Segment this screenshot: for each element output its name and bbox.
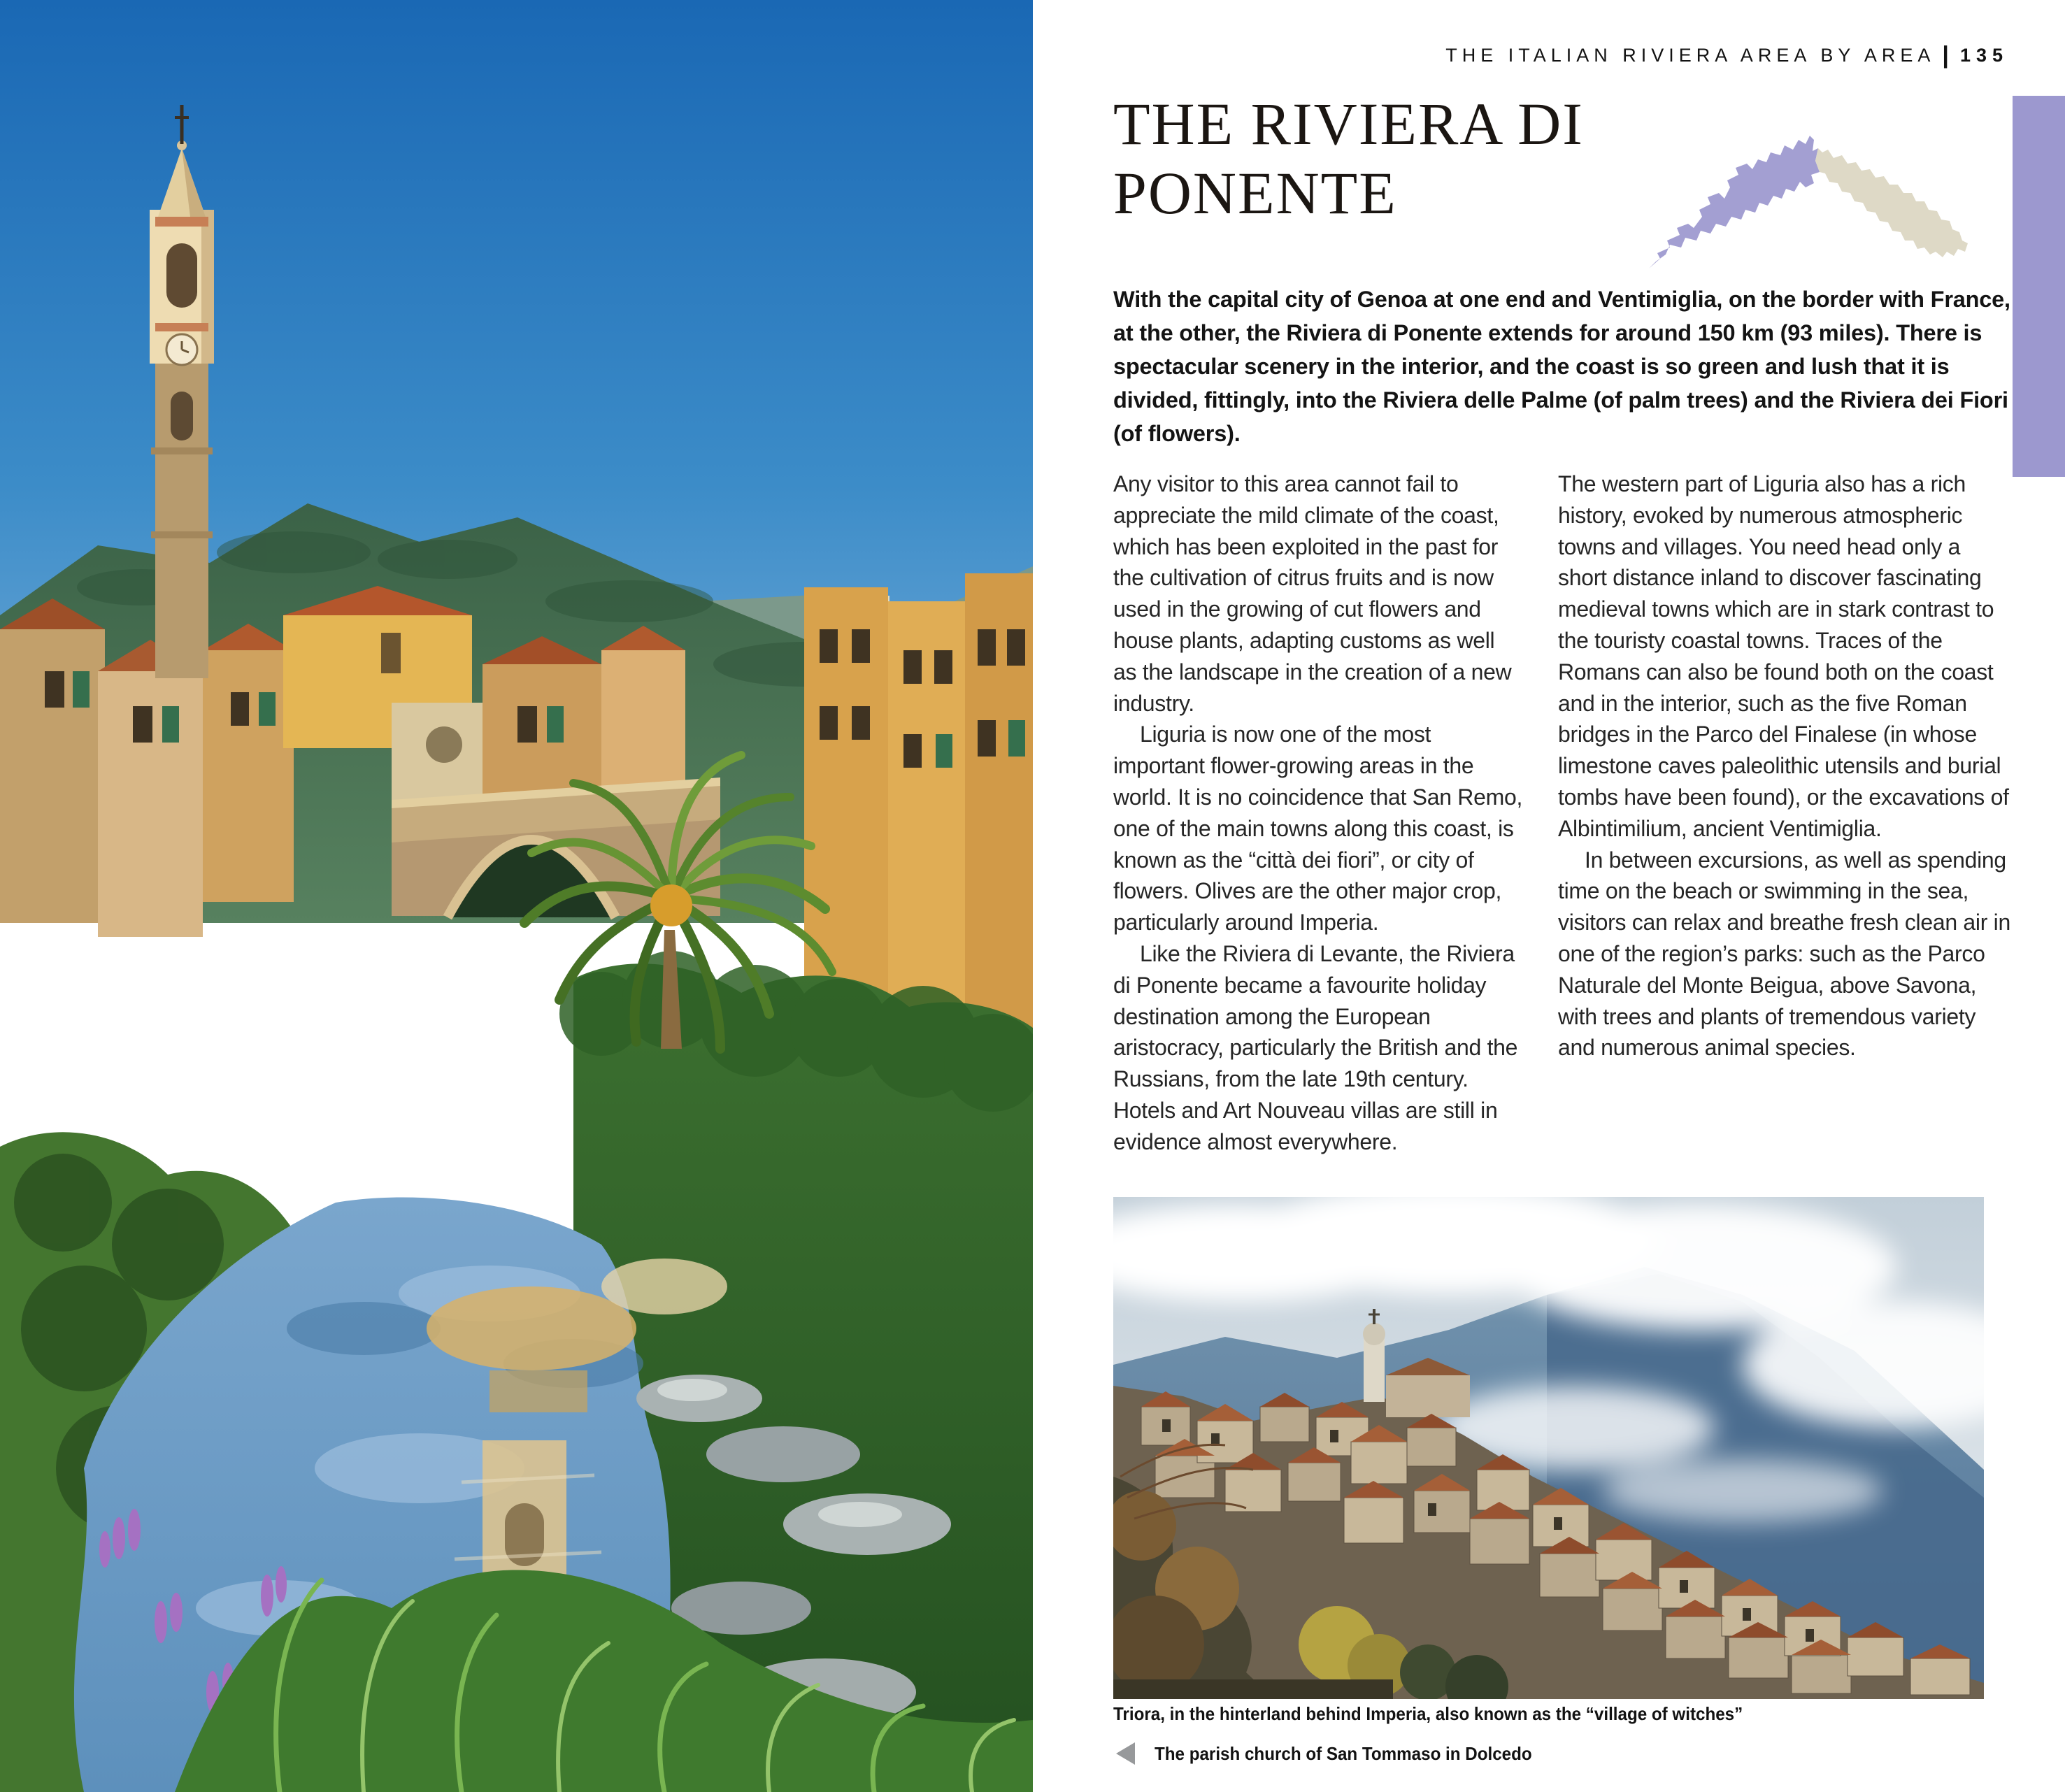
caption-triora-text: Triora, in the hinterland behind Imperia, also known as the “village of witches” <box>1113 1703 1743 1724</box>
chapter-tab <box>2013 96 2065 477</box>
caption-triora <box>1113 1703 1790 1725</box>
running-head-separator: | <box>1942 42 1949 69</box>
triora-photo <box>1113 1197 1984 1699</box>
liguria-locator-map <box>1642 131 1972 282</box>
liguria-map-art <box>1642 131 1972 282</box>
body-column-left <box>1113 468 1523 1158</box>
paragraph: Like the Riviera di Levante, the Riviera di Ponente became a favourite holiday destination among the European aristocracy, particularly the British and the Russians, from the late 19th century. Hotels and Art Nouveau villas are still in evidence almost everywhere. <box>1113 940 1518 1154</box>
running-head-title: THE ITALIAN RIVIERA AREA BY AREA <box>1445 45 1936 66</box>
left-arrow-icon <box>1116 1742 1135 1765</box>
chapter-title-line1: THE RIVIERA DI <box>1113 90 1584 157</box>
paragraph: In between excursions, as well as spending time on the beach or swimming in the sea, visitors can relax and breathe fresh clean air in one of the region’s parks: such as the Parco Naturale del Monte Beigua, above Savona, with trees and plants of tremendous variety and numerous animal species. <box>1558 847 2010 1061</box>
map-region-riviera-di-levante <box>1815 148 1968 257</box>
page-number: 135 <box>1959 45 2008 66</box>
chapter-title-line2: PONENTE <box>1113 159 1397 227</box>
paragraph: The western part of Liguria also has a rich history, evoked by numerous atmospheric towns and villages. You need head only a short distance inland to discover fascinating medieval towns which are in stark contrast to the touristy coastal towns. Traces of the Romans can also be found both on the coast and in the interior, such as the five Roman bridges in the Parco del Finalese (in whose limestone caves paleolithic utensils and burial tombs have been found), or the excavations of Albintimilium, ancient Ventimiglia. <box>1558 471 2009 841</box>
triora-photo-art <box>1113 1197 1984 1699</box>
map-region-riviera-di-ponente <box>1649 136 1820 268</box>
body-column-right <box>1558 468 2013 1063</box>
paragraph: Liguria is now one of the most important flower-growing areas in the world. It is no coincidence that San Remo, one of the main towns along this coast, is known as the “città dei fiori”, or city of flowers. Olives are the other major crop, particularly around Imperia. <box>1113 722 1523 936</box>
chapter-title <box>1113 89 1584 228</box>
intro-paragraph: With the capital city of Genoa at one end and Ventimiglia, on the border with France, at the other, the Riviera di Ponente extends for around 150 km (93 miles). There is spectacular scenery in the interior, and the coast is so green and lush that it is divided, fittingly, into the Riviera delle Palme (of palm trees) and the Riviera dei Fiori (of flowers). <box>1113 287 2010 446</box>
caption-dolcedo-text: The parish church of San Tommaso in Dolcedo <box>1155 1742 1532 1764</box>
running-head <box>1113 41 2008 68</box>
caption-dolcedo <box>1113 1742 1560 1765</box>
paragraph: Any visitor to this area cannot fail to appreciate the mild climate of the coast, which has been exploited in the past for the cultivation of citrus fruits and is now used in the growing of cut flowers and house plants, adapting customs as well as the landscape in the creation of a new industry. <box>1113 471 1512 716</box>
